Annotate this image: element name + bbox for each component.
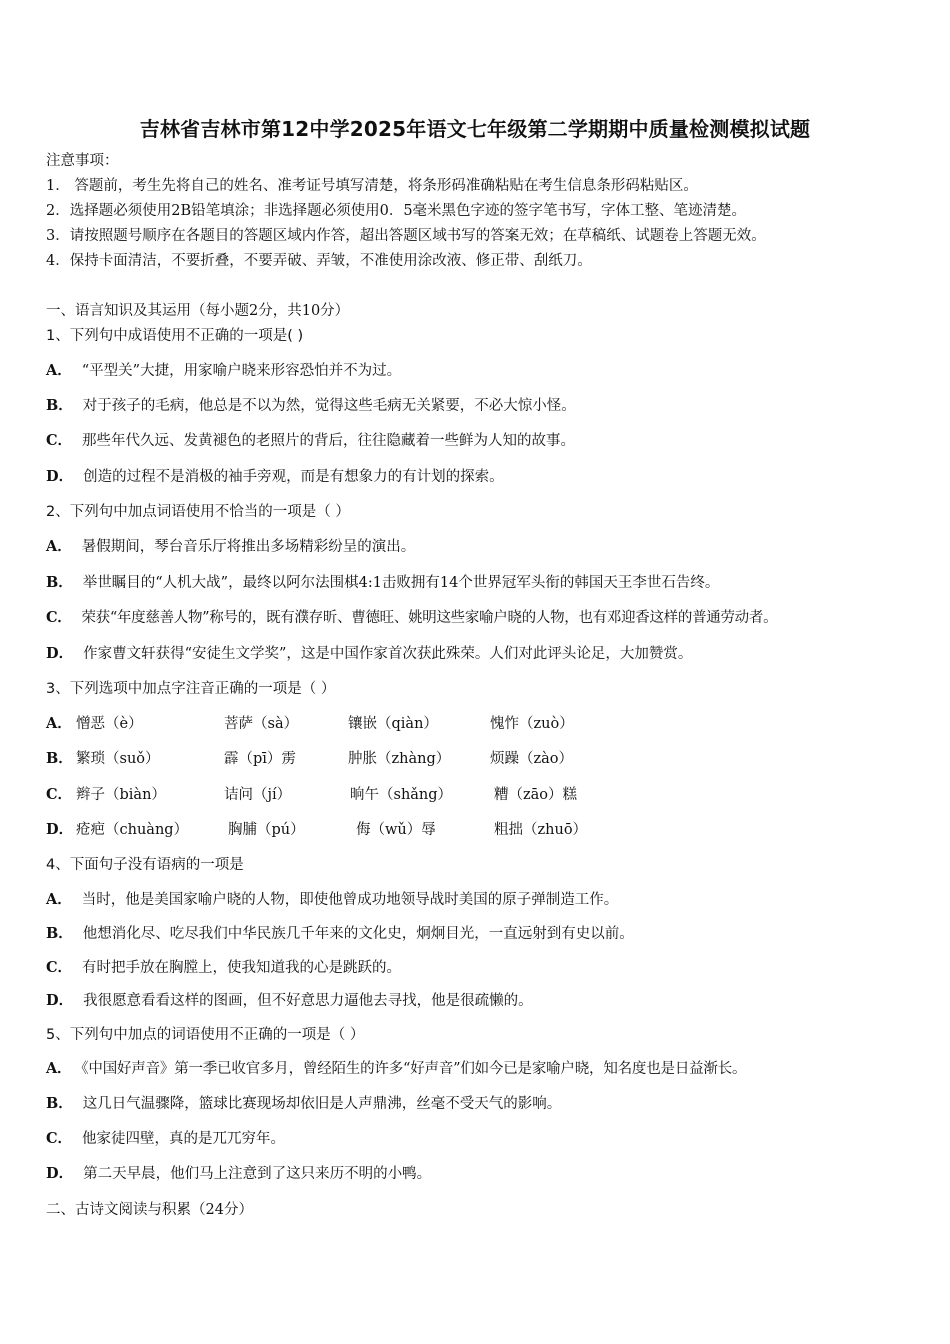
- option-text: 我很愿意看看这样的图画，但不好意思力逼他去寻找，他是很疏懒的。: [83, 993, 533, 1009]
- pinyin-item: 辫子（biàn）: [76, 787, 166, 803]
- pinyin-item: 繁琐（suǒ）: [76, 751, 160, 767]
- option-text: 当时，他是美国家喻户晓的人物，即使他曾成功地领导战时美国的原子弹制造工作。: [81, 892, 619, 908]
- option-a: [46, 1059, 746, 1079]
- pinyin-item: 霹（pī）雳: [224, 751, 296, 767]
- option-label: B．: [46, 397, 73, 414]
- option-label: D．: [46, 468, 74, 485]
- option-text: 荣获“年度慈善人物”称号的，既有濮存昕、曹德旺、姚明这些家喻户晓的人物，也有邓迎香这样的普通劳动者。: [81, 610, 778, 626]
- option-text: 这几日气温骤降，篮球比赛现场却依旧是人声鼎沸，丝毫不受天气的影响。: [82, 1096, 562, 1112]
- pinyin-item: 晌午（shǎng）: [350, 787, 453, 803]
- question-stem: 3、下列选项中加点字注音正确的一项是（ ）: [46, 681, 336, 697]
- option-b: [46, 924, 634, 944]
- option-label: A．: [46, 891, 72, 908]
- option-label: D．: [46, 645, 74, 662]
- option-label: A．: [46, 538, 72, 555]
- option-text: 《中国好声音》第一季已收官多月，曾经陌生的许多“好声音”们如今已是家喻户晓，知名度也是日益渐长。: [81, 1061, 747, 1077]
- pinyin-item: 镶嵌（qiàn）: [348, 716, 438, 732]
- option-text: 第二天早晨，他们马上注意到了这只来历不明的小鸭。: [83, 1166, 432, 1182]
- pinyin-item: 憎恶（è）: [76, 716, 143, 732]
- notice-item: 2．选择题必须使用2B铅笔填涂；非选择题必须使用0．5毫米黑色字迹的签字笔书写，字体工整、笔迹清楚。: [46, 203, 747, 219]
- option-text: 有时把手放在胸膛上，使我知道我的心是跳跃的。: [82, 960, 402, 976]
- option-d: [46, 644, 692, 664]
- pinyin-item: 烦躁（zào）: [490, 751, 574, 767]
- pinyin-item: 粗拙（zhuō）: [494, 822, 588, 838]
- question-stem: 4、下面句子没有语病的一项是: [46, 857, 244, 873]
- pinyin-item: 侮（wǔ）辱: [356, 822, 436, 838]
- pinyin-item: 诘问（jí）: [224, 787, 292, 803]
- pinyin-item: 愧怍（zuò）: [490, 716, 574, 732]
- option-label: B．: [46, 1095, 73, 1112]
- option-label: A．: [46, 1060, 72, 1077]
- option-text: “平型关”大捷，用家喻户晓来形容恐怕并不为过。: [81, 363, 402, 379]
- section-heading: 二、古诗文阅读与积累（24分）: [46, 1202, 253, 1218]
- option-label: C．: [46, 786, 73, 803]
- option-label: B．: [46, 750, 73, 767]
- page-title: 吉林省吉林市第12中学2025年语文七年级第二学期期中质量检测模拟试题: [139, 117, 811, 141]
- option-text: 他想消化尽、吃尽我们中华民族几千年来的文化史，炯炯目光，一直远射到有史以前。: [82, 926, 634, 942]
- option-b: [46, 1094, 561, 1114]
- option-a: [46, 537, 415, 557]
- option-label: A．: [46, 362, 72, 379]
- option-label: C．: [46, 609, 72, 626]
- option-b: [46, 573, 719, 593]
- question-stem: 5、下列句中加点的词语使用不正确的一项是（ ）: [46, 1027, 365, 1043]
- notice-item: 3．请按照题号顺序在各题目的答题区域内作答，超出答题区域书写的答案无效；在草稿纸、试题卷上答题无效。: [46, 228, 766, 244]
- notice-item: 4．保持卡面清洁，不要折叠，不要弄破、弄皱，不准使用涂改液、修正带、刮纸刀。: [46, 253, 592, 269]
- option-b: [46, 396, 576, 416]
- option-label: A．: [46, 715, 72, 732]
- option-text: 举世瞩目的“人机大战”，最终以阿尔法围棋4:1击败拥有14个世界冠军头衔的韩国天王李世石告终。: [82, 575, 720, 591]
- option-a: [46, 361, 401, 381]
- pinyin-item: 肿胀（zhàng）: [348, 751, 451, 767]
- option-text: 那些年代久远、发黄褪色的老照片的背后，往往隐藏着一些鲜为人知的故事。: [82, 433, 576, 449]
- pinyin-item: 糟（zāo）糕: [494, 787, 578, 803]
- option-text: 对于孩子的毛病，他总是不以为然，觉得这些毛病无关紧要，不必大惊小怪。: [82, 398, 576, 414]
- option-label: C．: [46, 432, 73, 449]
- option-label: D．: [46, 992, 74, 1009]
- option-text: 暑假期间，琴台音乐厅将推出多场精彩纷呈的演出。: [81, 539, 416, 555]
- option-text: 他家徒四壁，真的是兀兀穷年。: [82, 1131, 286, 1147]
- option-text: 作家曹文轩获得“安徒生文学奖”，这是中国作家首次获此殊荣。人们对此评头论足，大加赞赏。: [83, 646, 693, 662]
- question-stem: 2、下列句中加点词语使用不恰当的一项是（ ）: [46, 504, 350, 520]
- option-d: [46, 1164, 431, 1184]
- section-heading: 一、语言知识及其运用（每小题2分，共10分）: [46, 303, 350, 319]
- option-c: [46, 608, 777, 628]
- option-text: 创造的过程不是消极的袖手旁观，而是有想象力的有计划的探索。: [83, 469, 504, 485]
- option-label: B．: [46, 574, 73, 591]
- option-c: [46, 1129, 285, 1149]
- question-stem: 1、下列句中成语使用不正确的一项是( ): [46, 328, 304, 344]
- notice-heading: 注意事项：: [46, 153, 119, 169]
- option-d: [46, 991, 533, 1011]
- pinyin-item: 胸脯（pú）: [228, 822, 305, 838]
- option-label: C．: [46, 959, 73, 976]
- option-label: D．: [46, 821, 74, 838]
- pinyin-item: 疮疤（chuàng）: [76, 822, 189, 838]
- option-c: [46, 431, 575, 451]
- option-a: [46, 890, 618, 910]
- notice-item: 1． 答题前，考生先将自己的姓名、准考证号填写清楚，将条形码准确粘贴在考生信息条形码粘贴区。: [46, 178, 698, 194]
- pinyin-item: 菩萨（sà）: [224, 716, 299, 732]
- option-c: [46, 958, 401, 978]
- option-label: D．: [46, 1165, 74, 1182]
- option-label: C．: [46, 1130, 73, 1147]
- option-d: [46, 467, 504, 487]
- option-label: B．: [46, 925, 73, 942]
